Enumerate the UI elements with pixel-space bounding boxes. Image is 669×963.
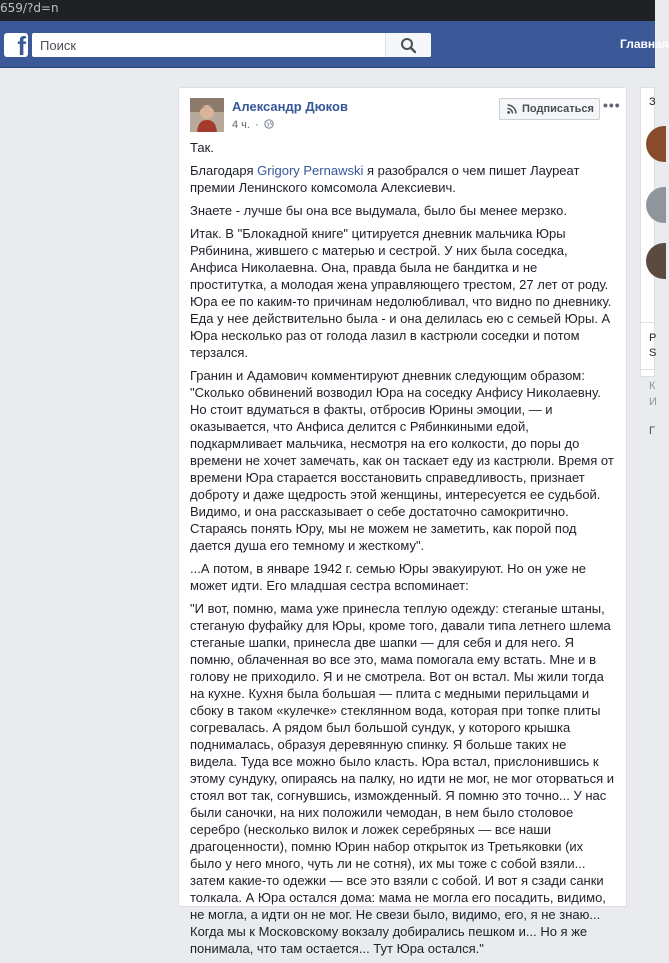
search-icon [386, 33, 432, 57]
right-sidebar-text: S [649, 347, 657, 359]
post-paragraph: Итак. В "Блокадной книге" цитируется дневник мальчика Юры Рябинина, жившего с матерью и сестрой. У них была соседка, Анфиса Николаевна. Она, правда была не бандитка и не проститутка, а молодая жена управляющего трестом, 27 лет от роду. Юра ее по каким-то причинам недолюбливал, что видно по дневнику. Еда у нее действительно была - и она делилась ею с семьей Юры. А Юра несколько раз от голода лазил в кастрюли соседки и потом терзался. [190, 226, 612, 360]
right-sidebar-heading: З [649, 96, 656, 108]
subscribe-label: Подписаться [522, 103, 594, 115]
author-avatar[interactable] [190, 98, 224, 132]
avatar-image [190, 98, 224, 132]
post-meta [232, 119, 274, 131]
right-sidebar-card [640, 322, 655, 370]
search-button[interactable] [385, 33, 431, 57]
subscribe-button[interactable] [499, 98, 600, 120]
facebook-top-bar [0, 21, 669, 68]
search-box [32, 33, 431, 57]
post-text [190, 139, 616, 963]
post-timestamp[interactable]: 4 ч. [232, 119, 250, 131]
post-author-name[interactable]: Александр Дюков [232, 99, 348, 114]
post-options-button[interactable]: ••• [603, 97, 621, 113]
url-text: 659/?d=n [0, 1, 59, 15]
right-sidebar-text: И [649, 396, 657, 408]
meta-separator: · [255, 119, 259, 131]
post-paragraph: Благодаря Grigory Pernawski я разобрался о чем пишет Лауреат премии Ленинского комсомола Алексиевич. [190, 163, 580, 195]
post-card [178, 87, 627, 956]
right-sidebar-text: К [649, 380, 656, 392]
post-paragraph: "И вот, помню, мама уже принесла теплую одежду: стеганые штаны, стеганую фуфайку для Юры, кроме того, давали типа летнего шлема стеганые шапки, принесла две шапки — для себя и для него. Я помню, облаченная во все это, мама помогала ему встать. Мне и в голову не приходило. Я и не смотрела. Вот он встал. Мы жили тогда на кухне. Кухня была большая — плита с медными перильцами и сбоку в таком «кулечке» стеклянном вода, которая при топке плиты согревалась. А рядом был большой сундук, у которого крышка поднималась, образуя деревянную спинку. Я больше таких не видела. Туда все можно было класть. Юра встал, прислонившись к этому сундуку, опираясь на палку, но идти не мог, не мог оторваться и стоял вот так, согнувшись, изможденный. Я помню это точно... У нас были саночки, на них положили чемодан, в нем было столовое серебро (несколько вилок и ложек серебряных — все наши драгоценности), помню Юрин набор открыток из Третьяковки (их было у него много, чуть ли не сотня), их мы тоже с собой взяли... затем какие-то одежки — все это взяли с собой. И вот я сзади санки толкала. А Юра остался дома: мама не могла его посадить, видимо, не могла, а идти он не мог. Не свези было, видимо, его, я не знаю... Когда мы к Московскому вокзалу добирались пешком и... Но я же понимала, что там остается... Тут Юра остался." [190, 601, 615, 956]
post-paragraph: ...А потом, в январе 1942 г. семью Юры эвакуируют. Но он уже не может идти. Его младшая сестра вспоминает: [190, 561, 586, 593]
facebook-logo-icon[interactable]: f [4, 33, 28, 57]
mention-link[interactable]: Grigory Pernawski [257, 163, 364, 178]
search-input[interactable] [32, 33, 400, 57]
post-paragraph: Знаете - лучше бы она все выдумала, было бы менее мерзко. [190, 203, 567, 218]
rss-icon [507, 104, 517, 114]
post-paragraph: Гранин и Адамович комментируют дневник следующим образом: "Сколько обвинений возводил Юра на соседку Анфису Николаевну. Но стоит вдуматься в факты, отбросив Юрины эмоции, — и оказывается, что Анфиса делится с Рябинкиными едой, подкармливает мальчика, несмотря на его колкости, до поры до времени не хочет замечать, как он таскает еду из кастрюли. Время от времени Юра старается восстановить справедливость, признает доброту и даже щедрость этой женщины, интересуется ее судьбой. Видимо, и она рассказывает о себе достаточно самокритично. Стараясь понять Юру, мы не можем не заметить, как порой под дается душа его темному и жесткому". [190, 368, 614, 553]
browser-url-bar[interactable] [0, 0, 655, 21]
right-sidebar-text: Г [649, 425, 655, 437]
nav-home-link[interactable]: Главная [620, 37, 669, 51]
right-sidebar-text: Р [649, 332, 657, 344]
post-paragraph: Так. [190, 140, 214, 155]
globe-icon[interactable] [264, 119, 274, 129]
